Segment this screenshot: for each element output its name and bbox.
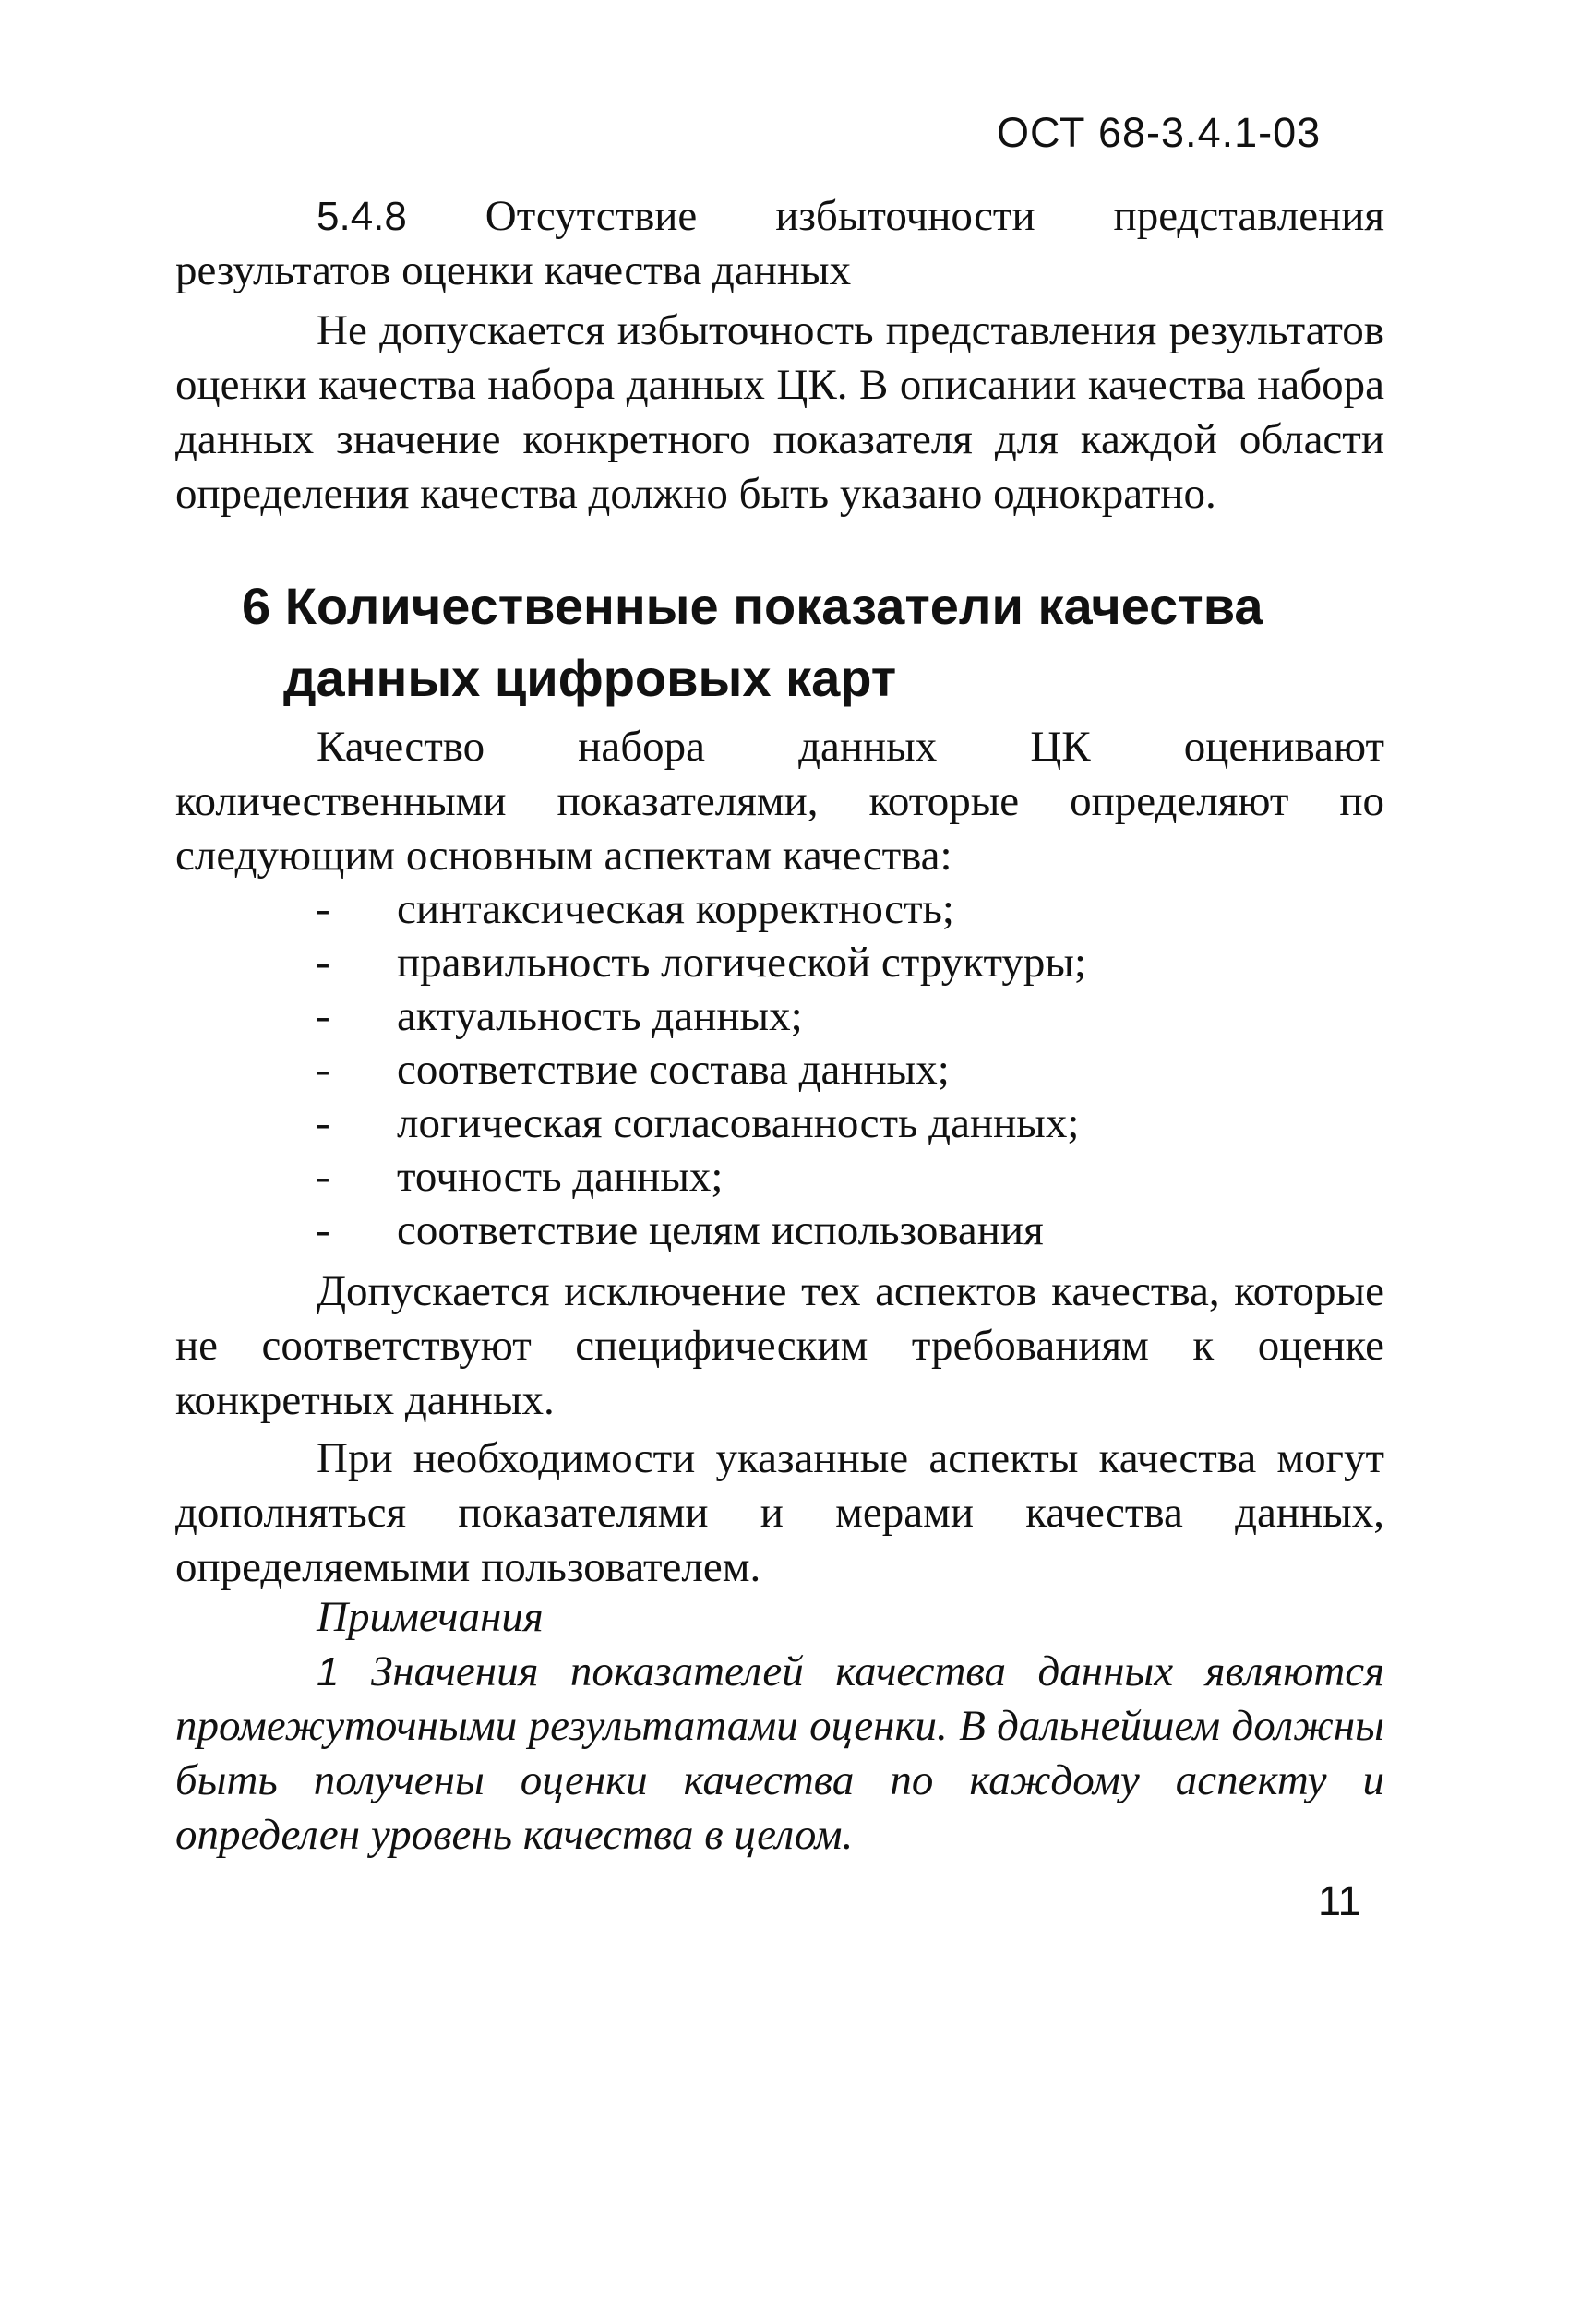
section-6-heading bbox=[242, 570, 1423, 714]
list-item-text: соответствие целям использования bbox=[397, 1206, 1044, 1254]
bullet-dash: - bbox=[316, 1046, 330, 1094]
list-item-text: логическая согласованность данных; bbox=[397, 1099, 1080, 1147]
list-item bbox=[175, 989, 1384, 1043]
list-item bbox=[175, 1043, 1384, 1096]
paragraph-exclusion: Допускается исключение тех аспектов качества, которые не соответствуют специфическим требованиям к оценке конкретных данных. bbox=[175, 1267, 1384, 1424]
intro-paragraph: Качество набора данных ЦК оценивают количественными показателями, которые определяют по следующим основным аспектам качества: bbox=[175, 723, 1384, 880]
bullet-dash: - bbox=[316, 1099, 330, 1147]
bullet-dash: - bbox=[316, 939, 330, 987]
heading-line-2: данных цифровых карт bbox=[283, 649, 897, 707]
paragraph-supplement: При необходимости указанные аспекты качества могут дополняться показателями и мерами качества данных, определяемыми пользователем. bbox=[175, 1434, 1384, 1591]
section-number: 5.4.8 bbox=[317, 194, 407, 239]
section-5-4-8-paragraph: Не допускается избыточность представления результатов оценки качества набора данных ЦК. В описании качества набора данных значение конкретного показателя для каждой области определения качества должно быть указано однократно. bbox=[175, 306, 1384, 518]
bullet-dash: - bbox=[316, 992, 330, 1040]
note-number: 1 bbox=[317, 1649, 340, 1695]
list-item-text: правильность логической структуры; bbox=[397, 939, 1087, 987]
document-code: ОСТ 68-3.4.1-03 bbox=[997, 109, 1322, 156]
list-item bbox=[175, 1150, 1384, 1204]
bullet-dash: - bbox=[316, 885, 330, 933]
page-number: 11 bbox=[1318, 1877, 1361, 1924]
section-5-4-8 bbox=[175, 189, 1384, 521]
list-item-text: соответствие состава данных; bbox=[397, 1046, 950, 1094]
heading-line-1: 6 Количественные показатели качества bbox=[242, 577, 1263, 635]
quality-aspects-list bbox=[175, 882, 1384, 1257]
list-item bbox=[175, 1204, 1384, 1257]
note-item-1 bbox=[175, 1645, 1384, 1863]
list-item-text: актуальность данных; bbox=[397, 992, 803, 1040]
list-item bbox=[175, 882, 1384, 936]
list-item bbox=[175, 936, 1384, 989]
section-6-body bbox=[175, 1264, 1384, 1595]
notes-title: Примечания bbox=[317, 1593, 544, 1641]
section-6-intro bbox=[175, 720, 1384, 883]
note-text: Значения показателей качества данных являются промежуточными результатами оценки. В дальнейшем должны быть получены оценки качества по каждому аспекту и определен уровень качества в целом. bbox=[175, 1647, 1384, 1859]
bullet-dash: - bbox=[316, 1206, 330, 1254]
section-title-text: Отсутствие избыточности представления результатов оценки качества данных bbox=[175, 192, 1384, 294]
bullet-dash: - bbox=[316, 1153, 330, 1201]
section-5-4-8-title bbox=[175, 189, 1384, 298]
list-item bbox=[175, 1096, 1384, 1150]
list-item-text: синтаксическая корректность; bbox=[397, 885, 954, 933]
list-item-text: точность данных; bbox=[397, 1153, 724, 1201]
